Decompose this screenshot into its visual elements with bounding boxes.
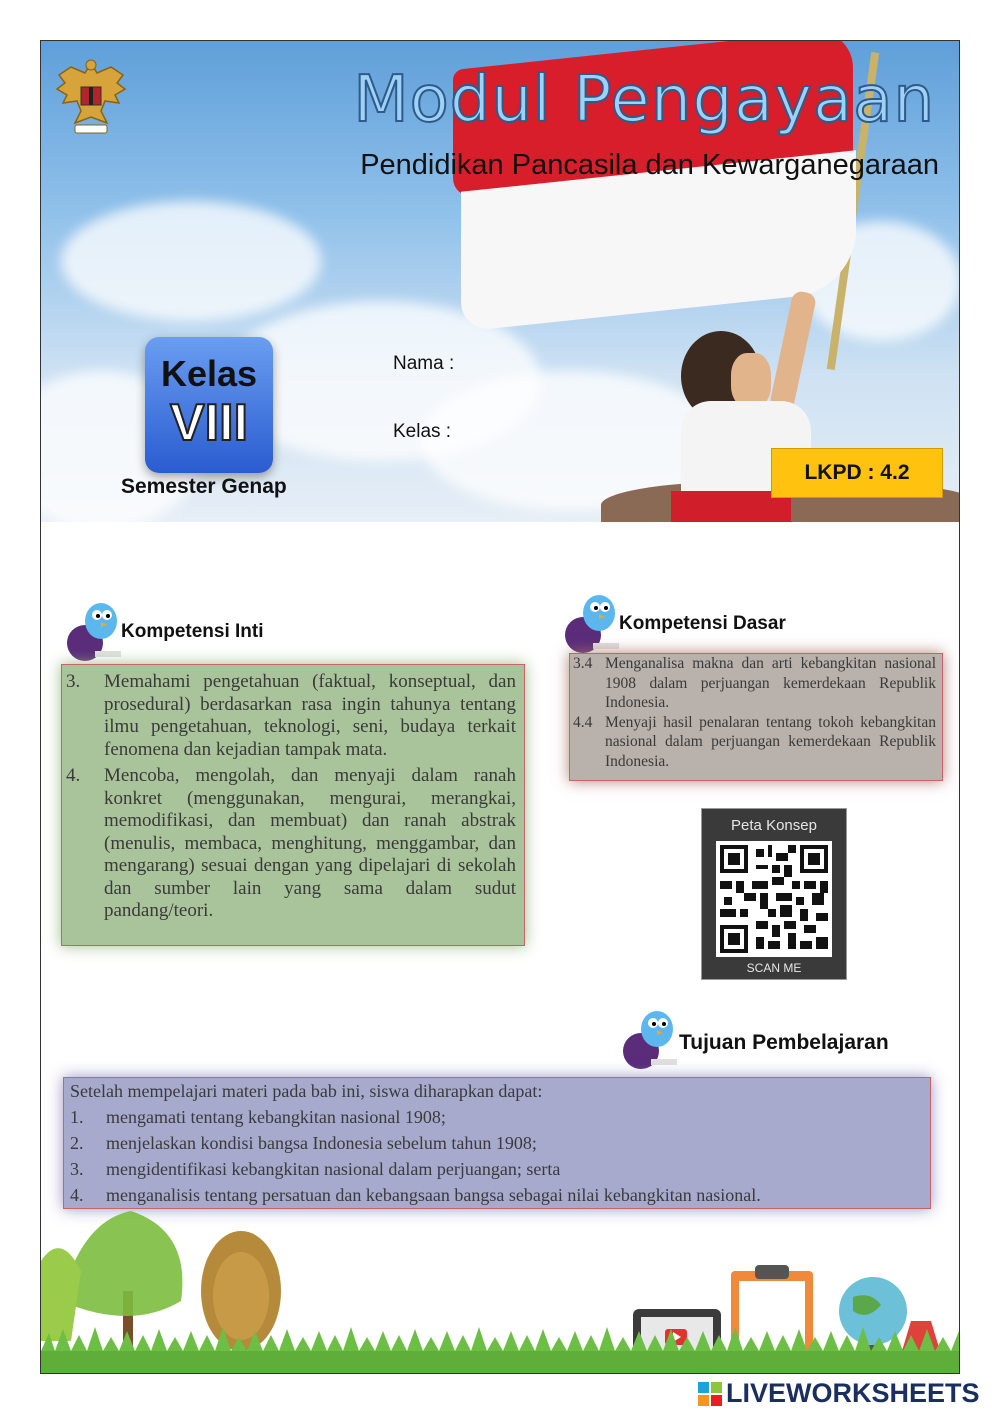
liveworksheets-brand[interactable]: LIVEWORKSHEETS xyxy=(726,1378,980,1408)
list-item-text: Mencoba, mengolah, dan menyaji dalam ranah konkret (menggunakan, mengurai, merangkai, memodifikasi, dan membuat) dan ranah abstrak (menulis, membaca, menghitung, menggambar, dan mengarang) sesuai dengan yang dipelajari di sekolah dan sumber lain yang sama dalam sudut pandang/teori. xyxy=(104,765,516,921)
list-item xyxy=(570,654,942,713)
mascot-bird-icon xyxy=(563,587,623,657)
list-item-text: mengamati tentang kebangkitan nasional 1908; xyxy=(106,1107,446,1127)
list-item-number: 1. xyxy=(70,1107,84,1127)
worksheet-page xyxy=(40,40,960,1374)
list-item-text: menganalisis tentang persatuan dan kebangsaan bangsa sebagai nilai kebangkitan nasional. xyxy=(106,1185,761,1205)
child-arm xyxy=(769,290,817,412)
footer-illustration xyxy=(41,1201,959,1373)
child-face xyxy=(731,353,771,408)
hero-banner xyxy=(41,41,959,522)
qr-code-card[interactable] xyxy=(701,808,847,980)
list-item xyxy=(570,713,942,772)
list-item-number: 3. xyxy=(70,1159,84,1179)
list-item xyxy=(64,1104,930,1130)
list-item xyxy=(62,765,516,923)
tujuan-intro: Setelah mempelajari materi pada bab ini, siswa diharapkan dapat: xyxy=(70,1081,543,1101)
list-item-text: Menganalisa makna dan arti kebangkitan nasional 1908 dalam perjuangan kemerdekaan Republik Indonesia. xyxy=(605,655,936,711)
module-subtitle: Pendidikan Pancasila dan Kewarganegaraan xyxy=(360,149,939,181)
list-item xyxy=(62,671,516,761)
class-field-label: Kelas : xyxy=(393,421,452,442)
module-title: Modul Pengayaan xyxy=(353,63,935,137)
class-badge-label: Kelas xyxy=(160,353,258,394)
list-item-number: 4. xyxy=(66,765,81,786)
qr-code-icon xyxy=(716,841,832,957)
kompetensi-dasar-heading: Kompetensi Dasar xyxy=(619,613,786,634)
list-item-number: 2. xyxy=(70,1133,84,1153)
mascot-bird-icon xyxy=(65,595,125,665)
lkpd-badge: LKPD : 4.2 xyxy=(771,448,943,498)
liveworksheets-logo-icon xyxy=(698,1382,722,1406)
tujuan-box xyxy=(63,1077,931,1209)
mascot-bird-icon xyxy=(621,1003,681,1073)
list-item-number: 3.4 xyxy=(573,655,593,672)
list-item-number: 4. xyxy=(70,1185,84,1205)
list-item-text: menjelaskan kondisi bangsa Indonesia sebelum tahun 1908; xyxy=(106,1133,537,1153)
list-item-text: Menyaji hasil penalaran tentang tokoh kebangkitan nasional dalam perjuangan kemerdekaan Republik Indonesia. xyxy=(605,713,936,770)
garuda-emblem-icon xyxy=(51,53,131,139)
class-badge xyxy=(145,337,273,473)
semester-label: Semester Genap xyxy=(121,475,287,498)
list-item-number: 4.4 xyxy=(573,713,593,731)
list-item xyxy=(64,1130,930,1156)
kompetensi-inti-list xyxy=(62,671,524,923)
cloud-decoration xyxy=(61,201,321,321)
qr-scan-label: SCAN ME xyxy=(746,961,802,975)
name-field-label: Nama : xyxy=(393,353,455,374)
kompetensi-inti-box xyxy=(61,664,525,946)
list-item-text: Memahami pengetahuan (faktual, konseptual, dan prosedural) berdasarkan rasa ingin tahunya tentang ilmu pengetahuan, teknologi, seni, budaya terkait fenomena dan kejadian tampak mata. xyxy=(104,671,516,760)
list-item-text: mengidentifikasi kebangkitan nasional dalam perjuangan; serta xyxy=(106,1159,561,1179)
qr-code-label: Peta Konsep xyxy=(731,817,817,834)
class-badge-value: VIII xyxy=(169,394,249,452)
kompetensi-dasar-box xyxy=(569,653,943,781)
list-item xyxy=(64,1156,930,1182)
tujuan-heading: Tujuan Pembelajaran xyxy=(679,1031,889,1054)
list-item-number: 3. xyxy=(66,671,81,692)
kompetensi-inti-heading: Kompetensi Inti xyxy=(121,621,264,642)
